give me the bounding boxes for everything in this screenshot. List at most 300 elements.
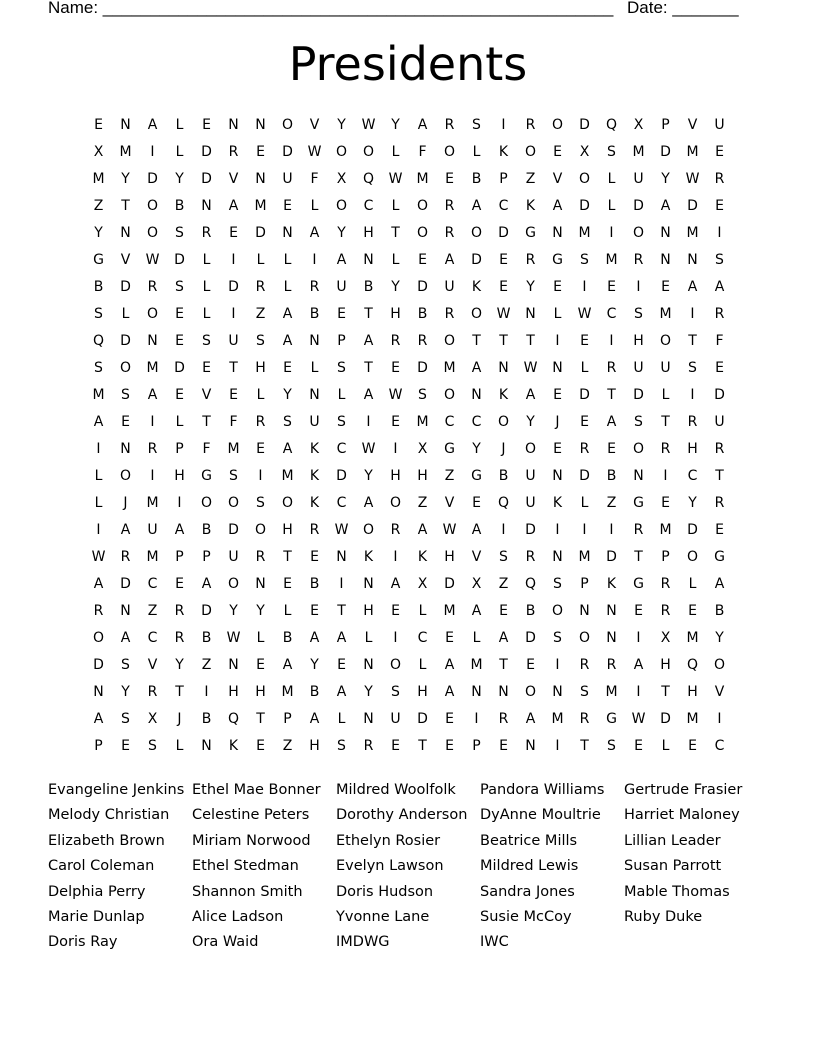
grid-cell[interactable]: U [336,279,347,295]
grid-cell[interactable]: I [231,252,236,268]
grid-cell[interactable]: K [498,144,509,160]
grid-cell[interactable]: A [282,441,293,457]
grid-cell[interactable]: Y [391,279,400,295]
grid-cell[interactable]: C [417,630,428,646]
grid-cell[interactable]: W [631,711,646,727]
grid-cell[interactable]: N [93,684,104,700]
grid-cell[interactable]: N [633,468,644,484]
grid-cell[interactable]: N [552,684,563,700]
grid-cell[interactable]: E [661,279,670,295]
grid-cell[interactable]: U [282,171,293,187]
grid-cell[interactable]: Y [526,414,535,430]
grid-cell[interactable]: E [607,441,616,457]
grid-cell[interactable]: D [687,522,698,538]
grid-cell[interactable]: O [578,630,591,646]
grid-cell[interactable]: T [418,738,427,754]
grid-cell[interactable]: E [391,360,400,376]
grid-cell[interactable]: R [714,171,725,187]
grid-cell[interactable]: L [310,198,319,214]
grid-cell[interactable]: Z [498,576,509,592]
grid-cell[interactable]: T [364,360,373,376]
grid-cell[interactable]: T [391,225,400,241]
grid-cell[interactable]: V [309,117,320,133]
grid-cell[interactable]: A [282,306,293,322]
grid-cell[interactable]: S [337,360,346,376]
grid-cell[interactable]: R [606,657,617,673]
grid-cell[interactable]: E [715,360,724,376]
grid-cell[interactable]: C [606,306,617,322]
grid-cell[interactable]: S [94,306,103,322]
grid-cell[interactable]: E [175,576,184,592]
grid-cell[interactable]: A [309,711,320,727]
grid-cell[interactable]: B [714,603,725,619]
grid-cell[interactable]: L [94,495,103,511]
grid-cell[interactable]: S [256,333,265,349]
grid-cell[interactable]: O [119,360,132,376]
grid-cell[interactable]: T [229,360,238,376]
grid-cell[interactable]: M [146,549,159,565]
grid-cell[interactable]: M [659,306,672,322]
grid-cell[interactable]: W [685,171,700,187]
grid-cell[interactable]: A [714,576,725,592]
grid-cell[interactable]: C [687,468,698,484]
grid-cell[interactable]: L [337,387,346,403]
grid-cell[interactable]: V [471,549,482,565]
grid-cell[interactable]: I [96,522,101,538]
grid-cell[interactable]: E [580,414,589,430]
grid-cell[interactable]: D [579,117,590,133]
grid-cell[interactable]: M [686,630,699,646]
grid-cell[interactable]: M [632,144,645,160]
grid-cell[interactable]: X [93,144,104,160]
grid-cell[interactable]: P [661,117,670,133]
grid-cell[interactable]: R [309,522,320,538]
grid-cell[interactable]: D [714,387,725,403]
grid-cell[interactable]: H [633,333,644,349]
grid-cell[interactable]: O [551,603,564,619]
grid-cell[interactable]: R [309,279,320,295]
grid-cell[interactable]: O [227,576,240,592]
grid-cell[interactable]: N [120,603,131,619]
grid-cell[interactable]: S [175,225,184,241]
grid-cell[interactable]: Z [255,306,266,322]
grid-cell[interactable]: I [501,117,506,133]
grid-cell[interactable]: K [606,576,617,592]
grid-cell[interactable]: Z [444,468,455,484]
grid-cell[interactable]: G [525,225,536,241]
grid-cell[interactable]: B [309,576,320,592]
grid-cell[interactable]: L [391,252,400,268]
grid-cell[interactable]: R [525,117,536,133]
grid-cell[interactable]: I [609,225,614,241]
grid-cell[interactable]: A [363,387,374,403]
grid-cell[interactable]: E [229,387,238,403]
grid-cell[interactable]: Z [525,171,536,187]
grid-cell[interactable]: I [636,279,641,295]
grid-cell[interactable]: I [393,441,398,457]
grid-cell[interactable]: D [255,225,266,241]
grid-cell[interactable]: D [201,603,212,619]
grid-cell[interactable]: N [687,252,698,268]
grid-cell[interactable]: H [417,468,428,484]
grid-cell[interactable]: B [525,603,536,619]
grid-cell[interactable]: R [579,441,590,457]
grid-cell[interactable]: T [715,468,724,484]
grid-cell[interactable]: O [524,441,537,457]
grid-cell[interactable]: R [633,522,644,538]
grid-cell[interactable]: W [496,306,511,322]
grid-cell[interactable]: L [94,468,103,484]
grid-cell[interactable]: J [555,414,560,430]
grid-cell[interactable]: O [713,657,726,673]
grid-cell[interactable]: O [146,225,159,241]
grid-cell[interactable]: E [283,576,292,592]
grid-cell[interactable]: E [337,657,346,673]
grid-cell[interactable]: K [363,549,374,565]
grid-cell[interactable]: W [577,306,592,322]
grid-cell[interactable]: I [555,657,560,673]
grid-cell[interactable]: L [418,657,427,673]
grid-cell[interactable]: Y [364,468,373,484]
grid-cell[interactable]: A [633,657,644,673]
grid-cell[interactable]: N [282,225,293,241]
grid-cell[interactable]: H [255,360,266,376]
grid-cell[interactable]: F [310,171,319,187]
grid-cell[interactable]: W [361,441,376,457]
grid-cell[interactable]: I [717,711,722,727]
grid-cell[interactable]: W [307,144,322,160]
grid-cell[interactable]: K [525,198,536,214]
grid-cell[interactable]: E [499,252,508,268]
grid-cell[interactable]: H [282,522,293,538]
grid-cell[interactable]: M [416,414,429,430]
grid-cell[interactable]: E [175,306,184,322]
grid-cell[interactable]: A [444,657,455,673]
grid-cell[interactable]: P [499,171,508,187]
grid-cell[interactable]: J [501,441,506,457]
grid-cell[interactable]: A [120,630,131,646]
grid-cell[interactable]: D [579,387,590,403]
grid-cell[interactable]: F [202,441,211,457]
grid-cell[interactable]: E [283,198,292,214]
grid-cell[interactable]: P [661,549,670,565]
grid-cell[interactable]: O [524,684,537,700]
grid-cell[interactable]: U [444,279,455,295]
grid-cell[interactable]: L [175,144,184,160]
grid-cell[interactable]: E [283,360,292,376]
grid-cell[interactable]: R [714,441,725,457]
grid-cell[interactable]: U [309,414,320,430]
grid-cell[interactable]: I [582,279,587,295]
grid-cell[interactable]: Y [715,630,724,646]
grid-cell[interactable]: N [201,738,212,754]
grid-cell[interactable]: Q [524,576,537,592]
grid-cell[interactable]: X [147,711,158,727]
grid-cell[interactable]: O [281,117,294,133]
grid-cell[interactable]: I [393,549,398,565]
grid-cell[interactable]: L [202,306,211,322]
grid-cell[interactable]: A [687,279,698,295]
grid-cell[interactable]: N [120,225,131,241]
grid-cell[interactable]: H [363,225,374,241]
grid-cell[interactable]: D [633,198,644,214]
grid-cell[interactable]: E [175,333,184,349]
grid-cell[interactable]: E [715,144,724,160]
grid-cell[interactable]: D [201,144,212,160]
grid-cell[interactable]: I [663,468,668,484]
grid-cell[interactable]: Y [661,171,670,187]
grid-cell[interactable]: Y [337,225,346,241]
grid-cell[interactable]: O [524,144,537,160]
grid-cell[interactable]: P [94,738,103,754]
grid-cell[interactable]: O [416,225,429,241]
grid-cell[interactable]: T [337,603,346,619]
grid-cell[interactable]: O [578,171,591,187]
grid-cell[interactable]: R [174,630,185,646]
grid-cell[interactable]: C [147,576,158,592]
grid-cell[interactable]: V [228,171,239,187]
grid-cell[interactable]: I [150,468,155,484]
grid-cell[interactable]: N [606,603,617,619]
grid-cell[interactable]: X [417,576,428,592]
grid-cell[interactable]: L [175,117,184,133]
grid-cell[interactable]: M [551,711,564,727]
grid-cell[interactable]: W [361,117,376,133]
grid-cell[interactable]: I [312,252,317,268]
grid-cell[interactable]: M [578,225,591,241]
grid-cell[interactable]: E [256,738,265,754]
grid-cell[interactable]: I [339,576,344,592]
grid-cell[interactable]: L [661,738,670,754]
grid-cell[interactable]: T [283,549,292,565]
grid-cell[interactable]: D [498,225,509,241]
grid-cell[interactable]: Z [282,738,293,754]
grid-cell[interactable]: N [201,198,212,214]
grid-cell[interactable]: M [416,171,429,187]
grid-cell[interactable]: M [92,387,105,403]
grid-cell[interactable]: N [363,711,374,727]
grid-cell[interactable]: A [471,603,482,619]
grid-cell[interactable]: A [660,198,671,214]
grid-cell[interactable]: D [174,252,185,268]
grid-cell[interactable]: T [472,333,481,349]
grid-cell[interactable]: L [418,603,427,619]
grid-cell[interactable]: U [525,495,536,511]
grid-cell[interactable]: M [254,198,267,214]
grid-cell[interactable]: Z [417,495,428,511]
grid-cell[interactable]: V [552,171,563,187]
grid-cell[interactable]: K [228,738,239,754]
grid-cell[interactable]: A [282,657,293,673]
grid-cell[interactable]: E [715,522,724,538]
grid-cell[interactable]: W [442,522,457,538]
grid-cell[interactable]: Q [497,495,510,511]
grid-cell[interactable]: C [471,414,482,430]
grid-cell[interactable]: D [660,144,671,160]
grid-cell[interactable]: L [472,144,481,160]
grid-cell[interactable]: E [445,630,454,646]
grid-cell[interactable]: A [471,360,482,376]
grid-cell[interactable]: X [417,441,428,457]
grid-cell[interactable]: K [552,495,563,511]
grid-cell[interactable]: D [336,468,347,484]
grid-cell[interactable]: R [390,333,401,349]
grid-cell[interactable]: S [94,360,103,376]
grid-cell[interactable]: L [337,711,346,727]
grid-cell[interactable]: R [687,414,698,430]
grid-cell[interactable]: A [525,387,536,403]
grid-cell[interactable]: M [659,522,672,538]
grid-cell[interactable]: X [471,576,482,592]
grid-cell[interactable]: M [92,171,105,187]
grid-cell[interactable]: Y [526,279,535,295]
grid-cell[interactable]: N [309,387,320,403]
grid-cell[interactable]: S [121,657,130,673]
grid-cell[interactable]: O [470,306,483,322]
grid-cell[interactable]: N [309,333,320,349]
grid-cell[interactable]: I [177,495,182,511]
grid-cell[interactable]: N [579,603,590,619]
grid-cell[interactable]: V [444,495,455,511]
grid-cell[interactable]: U [633,171,644,187]
grid-cell[interactable]: O [254,522,267,538]
grid-cell[interactable]: T [526,333,535,349]
grid-cell[interactable]: C [363,198,374,214]
grid-cell[interactable]: G [633,495,644,511]
grid-cell[interactable]: D [417,711,428,727]
grid-cell[interactable]: V [714,684,725,700]
grid-cell[interactable]: T [580,738,589,754]
grid-cell[interactable]: U [147,522,158,538]
grid-cell[interactable]: I [150,144,155,160]
grid-cell[interactable]: W [145,252,160,268]
grid-cell[interactable]: N [660,252,671,268]
grid-cell[interactable]: E [256,657,265,673]
grid-cell[interactable]: H [255,684,266,700]
grid-cell[interactable]: U [714,117,725,133]
grid-cell[interactable]: I [690,306,695,322]
grid-cell[interactable]: Y [337,117,346,133]
grid-cell[interactable]: O [632,225,645,241]
grid-cell[interactable]: W [523,360,538,376]
grid-cell[interactable]: N [552,549,563,565]
grid-cell[interactable]: H [309,738,320,754]
grid-cell[interactable]: R [147,684,158,700]
grid-cell[interactable]: O [146,306,159,322]
grid-cell[interactable]: B [201,711,212,727]
grid-cell[interactable]: J [123,495,128,511]
grid-cell[interactable]: A [471,522,482,538]
grid-cell[interactable]: I [231,306,236,322]
grid-cell[interactable]: E [499,603,508,619]
grid-cell[interactable]: S [580,684,589,700]
grid-cell[interactable]: N [255,576,266,592]
grid-cell[interactable]: D [525,630,536,646]
grid-cell[interactable]: R [390,522,401,538]
grid-cell[interactable]: O [443,144,456,160]
grid-cell[interactable]: A [714,279,725,295]
grid-cell[interactable]: D [444,576,455,592]
grid-cell[interactable]: C [498,198,509,214]
grid-cell[interactable]: T [202,414,211,430]
grid-cell[interactable]: E [499,279,508,295]
grid-cell[interactable]: R [714,495,725,511]
grid-cell[interactable]: J [177,711,182,727]
grid-cell[interactable]: A [363,495,374,511]
grid-cell[interactable]: Y [391,117,400,133]
grid-cell[interactable]: S [607,144,616,160]
grid-cell[interactable]: R [633,252,644,268]
grid-cell[interactable]: M [281,468,294,484]
grid-cell[interactable]: I [366,414,371,430]
grid-cell[interactable]: B [201,522,212,538]
grid-cell[interactable]: N [606,630,617,646]
grid-cell[interactable]: H [390,468,401,484]
grid-cell[interactable]: N [498,360,509,376]
grid-cell[interactable]: E [688,738,697,754]
grid-cell[interactable]: S [337,738,346,754]
grid-cell[interactable]: D [120,576,131,592]
grid-cell[interactable]: A [525,711,536,727]
grid-cell[interactable]: A [309,225,320,241]
grid-cell[interactable]: N [525,738,536,754]
grid-cell[interactable]: S [256,495,265,511]
grid-cell[interactable]: D [606,549,617,565]
grid-cell[interactable]: B [417,306,428,322]
grid-cell[interactable]: O [389,495,402,511]
grid-cell[interactable]: I [555,522,560,538]
grid-cell[interactable]: Y [688,495,697,511]
grid-cell[interactable]: H [363,603,374,619]
grid-cell[interactable]: T [607,387,616,403]
grid-cell[interactable]: L [607,198,616,214]
grid-cell[interactable]: S [283,414,292,430]
grid-cell[interactable]: Y [310,657,319,673]
grid-cell[interactable]: O [335,198,348,214]
grid-cell[interactable]: A [417,522,428,538]
grid-cell[interactable]: D [282,144,293,160]
grid-cell[interactable]: L [175,738,184,754]
grid-cell[interactable]: L [175,414,184,430]
grid-cell[interactable]: R [444,198,455,214]
grid-cell[interactable]: R [444,225,455,241]
grid-cell[interactable]: K [309,441,320,457]
grid-cell[interactable]: R [120,549,131,565]
grid-cell[interactable]: O [362,522,375,538]
grid-cell[interactable]: L [310,360,319,376]
grid-cell[interactable]: U [714,414,725,430]
grid-cell[interactable]: Y [121,684,130,700]
grid-cell[interactable]: V [120,252,131,268]
grid-cell[interactable]: L [256,387,265,403]
grid-cell[interactable]: I [609,522,614,538]
grid-cell[interactable]: A [120,522,131,538]
grid-cell[interactable]: I [204,684,209,700]
grid-cell[interactable]: Q [686,657,699,673]
grid-cell[interactable]: R [606,360,617,376]
grid-cell[interactable]: M [686,711,699,727]
grid-cell[interactable]: L [580,360,589,376]
grid-cell[interactable]: G [552,252,563,268]
grid-cell[interactable]: M [119,144,132,160]
grid-cell[interactable]: S [499,549,508,565]
grid-cell[interactable]: C [336,495,347,511]
grid-cell[interactable]: N [120,117,131,133]
grid-cell[interactable]: T [661,414,670,430]
grid-cell[interactable]: B [93,279,104,295]
grid-cell[interactable]: L [256,630,265,646]
grid-cell[interactable]: L [121,306,130,322]
